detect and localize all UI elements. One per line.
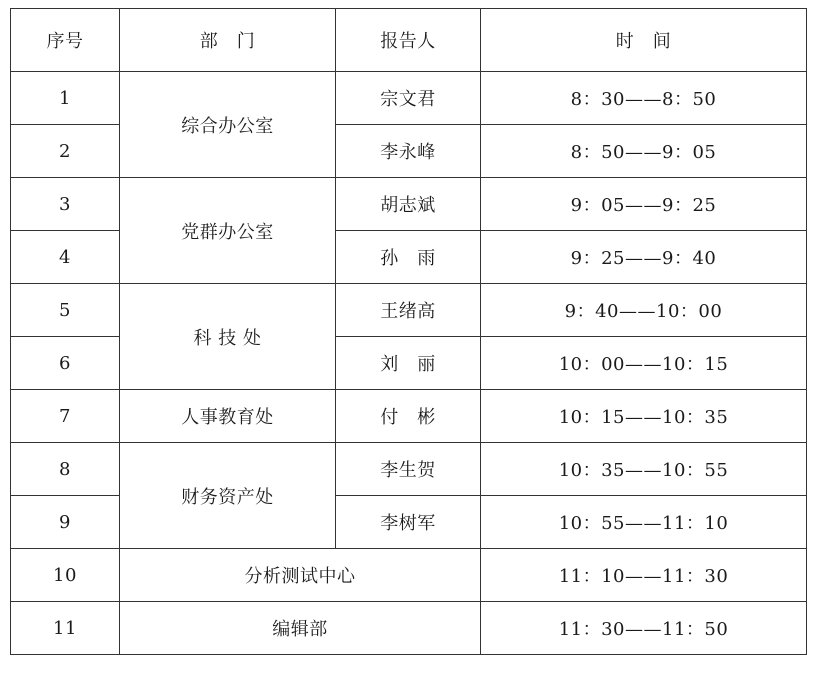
time-cell: 9：40——10：00 xyxy=(481,284,807,337)
table-row xyxy=(11,178,807,231)
time-cell: 10：00——10：15 xyxy=(481,337,807,390)
seq-cell: 4 xyxy=(11,231,120,284)
table-row xyxy=(11,284,807,337)
dept-cell: 人事教育处 xyxy=(120,390,336,443)
header-seq: 序号 xyxy=(11,9,120,72)
table-row xyxy=(11,72,807,125)
seq-cell: 7 xyxy=(11,390,120,443)
seq-cell: 6 xyxy=(11,337,120,390)
header-dept: 部 门 xyxy=(120,9,336,72)
time-cell: 9：25——9：40 xyxy=(481,231,807,284)
table-row xyxy=(11,390,807,443)
seq-cell: 9 xyxy=(11,496,120,549)
table-header-row xyxy=(11,9,807,72)
seq-cell: 3 xyxy=(11,178,120,231)
time-cell: 8：50——9：05 xyxy=(481,125,807,178)
schedule-table xyxy=(10,8,807,655)
dept-cell: 综合办公室 xyxy=(120,72,336,178)
time-cell: 10：55——11：10 xyxy=(481,496,807,549)
dept-cell: 科 技 处 xyxy=(120,284,336,390)
time-cell: 10：35——10：55 xyxy=(481,443,807,496)
time-cell: 11：30——11：50 xyxy=(481,602,807,655)
table-row xyxy=(11,602,807,655)
seq-cell: 2 xyxy=(11,125,120,178)
reporter-cell: 李生贺 xyxy=(336,443,481,496)
reporter-cell: 王绪高 xyxy=(336,284,481,337)
header-reporter: 报告人 xyxy=(336,9,481,72)
reporter-cell: 刘 丽 xyxy=(336,337,481,390)
reporter-cell: 胡志斌 xyxy=(336,178,481,231)
time-cell: 8：30——8：50 xyxy=(481,72,807,125)
time-cell: 10：15——10：35 xyxy=(481,390,807,443)
time-cell: 9：05——9：25 xyxy=(481,178,807,231)
reporter-cell: 孙 雨 xyxy=(336,231,481,284)
seq-cell: 5 xyxy=(11,284,120,337)
seq-cell: 8 xyxy=(11,443,120,496)
table-row xyxy=(11,443,807,496)
dept-cell: 分析测试中心 xyxy=(120,549,481,602)
time-cell: 11：10——11：30 xyxy=(481,549,807,602)
seq-cell: 11 xyxy=(11,602,120,655)
seq-cell: 10 xyxy=(11,549,120,602)
header-time: 时 间 xyxy=(481,9,807,72)
table-row xyxy=(11,549,807,602)
reporter-cell: 宗文君 xyxy=(336,72,481,125)
seq-cell: 1 xyxy=(11,72,120,125)
reporter-cell: 李树军 xyxy=(336,496,481,549)
reporter-cell: 李永峰 xyxy=(336,125,481,178)
dept-cell: 党群办公室 xyxy=(120,178,336,284)
dept-cell: 财务资产处 xyxy=(120,443,336,549)
dept-cell: 编辑部 xyxy=(120,602,481,655)
reporter-cell: 付 彬 xyxy=(336,390,481,443)
